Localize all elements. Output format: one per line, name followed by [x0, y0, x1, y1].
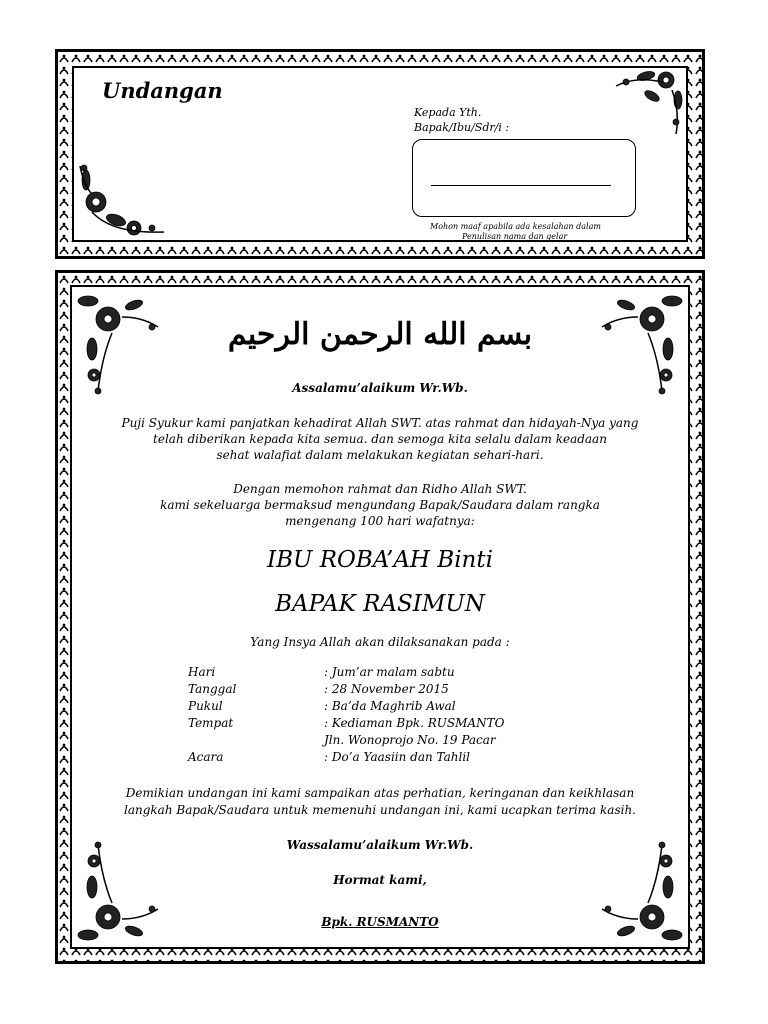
- closing-line2: langkah Bapak/Saudara untuk memenuhi undangan ini, kami ucapkan terima kasih.: [124, 803, 636, 817]
- para1-line1: Puji Syukur kami panjatkan kehadirat Allah SWT. atas rahmat dan hidayah-Nya yang: [121, 416, 639, 430]
- deceased-name-line2: BAPAK RASIMUN: [275, 591, 485, 617]
- para2-line1: Dengan memohon rahmat dan Ridho Allah SWT.: [233, 482, 527, 496]
- envelope-note-line1: Mohon maaf apabila ada kesalahan dalam: [430, 222, 601, 231]
- floral-corner-ornament: [72, 839, 162, 949]
- floral-corner-ornament: [606, 66, 688, 138]
- detail-label: Acara: [188, 750, 224, 764]
- envelope-title: Undangan: [102, 78, 223, 103]
- recipient-name-line: [431, 185, 611, 186]
- para1-line3: sehat walafiat dalam melakukan kegiatan sehari-hari.: [216, 448, 544, 462]
- signature: Bpk. RUSMANTO: [321, 915, 439, 929]
- letter-card: [55, 270, 705, 964]
- envelope-card: [55, 49, 705, 259]
- event-intro: Yang Insya Allah akan dilaksanakan pada :: [250, 635, 510, 649]
- detail-value: Jln. Wonoprojo No. 19 Pacar: [324, 733, 496, 747]
- detail-label: Pukul: [188, 699, 223, 713]
- para2-line2: kami sekeluarga bermaksud mengundang Bapak/Saudara dalam rangka: [160, 498, 600, 512]
- detail-value: : Do’a Yaasiin dan Tahlil: [324, 750, 471, 764]
- basmalah-calligraphy: بسم الله الرحمن الرحيم: [227, 317, 533, 352]
- farewell: Wassalamu’alaikum Wr.Wb.: [286, 838, 474, 852]
- regards: Hormat kami,: [333, 873, 427, 887]
- recipient-label: Kepada Yth.: [414, 106, 482, 119]
- event-details: [188, 665, 608, 767]
- detail-label: Hari: [188, 665, 216, 679]
- detail-value: : Ba’da Maghrib Awal: [324, 699, 456, 713]
- deceased-name-line1: IBU ROBA’AH Binti: [267, 547, 493, 573]
- detail-value: : Jum’ar malam sabtu: [324, 665, 455, 679]
- recipient-name-box[interactable]: [412, 139, 636, 217]
- closing-line1: Demikian undangan ini kami sampaikan atas perhatian, keringanan dan keikhlasan: [125, 786, 635, 800]
- detail-value: : Kediaman Bpk. RUSMANTO: [324, 716, 505, 730]
- floral-corner-ornament: [598, 839, 688, 949]
- para2-line3: mengenang 100 hari wafatnya:: [285, 514, 475, 528]
- envelope-note-line2: Penulisan nama dan gelar: [462, 232, 568, 241]
- detail-value: : 28 November 2015: [324, 682, 449, 696]
- recipient-sublabel: Bapak/Ibu/Sdr/i :: [414, 121, 510, 134]
- greeting: Assalamu’alaikum Wr.Wb.: [292, 381, 468, 395]
- floral-corner-ornament: [72, 162, 172, 242]
- para1-line2: telah diberikan kepada kita semua. dan semoga kita selalu dalam keadaan: [153, 432, 607, 446]
- detail-label: Tanggal: [188, 682, 237, 696]
- detail-label: Tempat: [188, 716, 234, 730]
